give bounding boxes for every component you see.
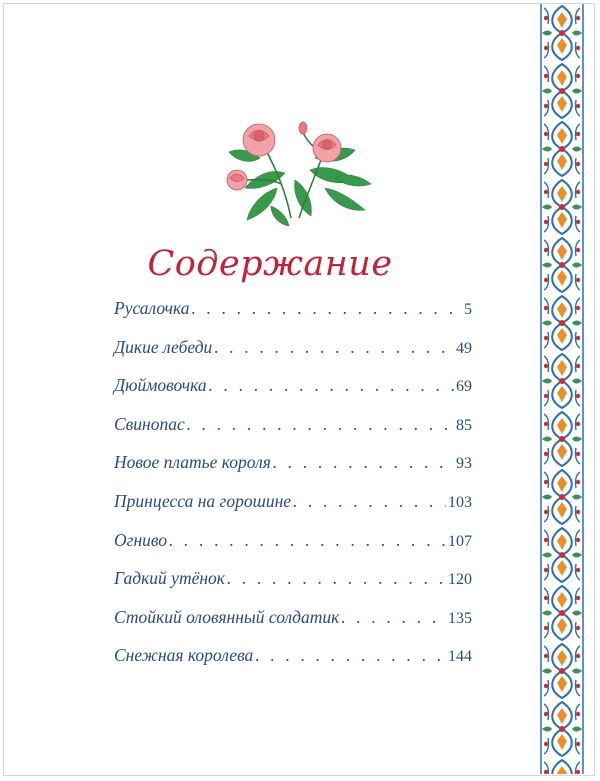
toc-dot-leader <box>255 645 446 666</box>
toc-entry-page: 5 <box>464 301 472 318</box>
toc-entry-title: Стойкий оловянный солдатик <box>114 606 340 627</box>
toc-entry[interactable] <box>114 375 472 414</box>
toc-entry-page: 144 <box>448 648 472 666</box>
toc-entry[interactable] <box>114 607 472 646</box>
toc-entry-page: 69 <box>456 378 472 396</box>
toc-entry-title: Русалочка <box>114 298 190 318</box>
toc-entry[interactable] <box>114 337 472 376</box>
toc-entry-title: Свинопас <box>114 413 185 434</box>
toc-entry-page: 93 <box>456 455 472 473</box>
toc-entry-page: 135 <box>448 609 472 627</box>
toc-dot-leader <box>341 607 446 628</box>
toc-entry-page: 49 <box>456 339 472 357</box>
ornamental-border <box>540 4 584 774</box>
toc-entry-title: Огниво <box>114 529 168 550</box>
rose-illustration <box>215 118 380 228</box>
toc-entry-title: Дикие лебеди <box>114 336 213 357</box>
toc-entry[interactable] <box>114 491 472 530</box>
toc-dot-leader <box>187 414 454 435</box>
toc-entry-title: Снежная королева <box>114 645 254 666</box>
table-of-contents <box>114 298 472 684</box>
toc-entry[interactable] <box>114 645 472 684</box>
toc-entry[interactable] <box>114 530 472 569</box>
toc-entry-title: Гадкий утёнок <box>114 568 225 589</box>
toc-dot-leader <box>214 337 454 358</box>
toc-entry-title: Новое платье короля <box>114 452 271 473</box>
toc-entry-title: Дюймовочка <box>114 375 207 396</box>
toc-entry[interactable] <box>114 452 472 491</box>
toc-dot-leader <box>227 568 446 589</box>
toc-dot-leader <box>192 298 462 319</box>
toc-entry-title: Принцесса на горошине <box>114 490 292 511</box>
toc-dot-leader <box>273 452 454 473</box>
toc-entry-page: 107 <box>448 532 472 550</box>
toc-entry[interactable] <box>114 298 472 337</box>
toc-entry[interactable] <box>114 414 472 453</box>
toc-entry[interactable] <box>114 568 472 607</box>
page-title: Содержание <box>147 244 393 284</box>
toc-dot-leader <box>209 375 454 396</box>
toc-entry-page: 103 <box>448 493 472 511</box>
toc-dot-leader <box>293 491 446 512</box>
toc-entry-page: 85 <box>456 416 472 434</box>
toc-entry-page: 120 <box>448 571 472 589</box>
toc-dot-leader <box>169 530 446 551</box>
